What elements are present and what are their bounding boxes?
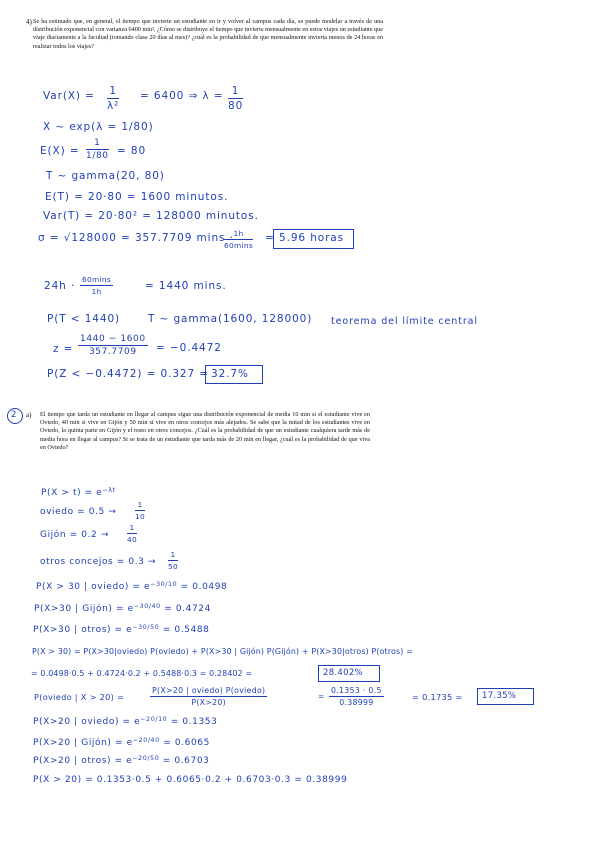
expectation-denominator: 1/80 [86, 151, 109, 161]
hours-conv-numerator: 60mins [82, 275, 111, 284]
bayes-value-numerator: 0.1353 · 0.5 [331, 686, 382, 695]
p30-gijon-rhs: = 0.4724 [160, 604, 211, 614]
p20-gijon-rhs: = 0.6065 [159, 738, 210, 748]
p20-otros-lhs: P(X>20 | otros) = e [33, 756, 133, 766]
p20-oviedo-lhs: P(X>20 | oviedo) = e [33, 717, 141, 727]
z-fraction [78, 334, 148, 357]
z-lhs: z = [53, 343, 74, 355]
sigma-result: 5.96 horas [279, 232, 345, 244]
gijon-numerator: 1 [127, 523, 137, 534]
problem-2-part: a) [26, 411, 32, 419]
lambda-fraction [228, 85, 243, 112]
p20-otros [33, 756, 209, 766]
oviedo-fraction [135, 500, 145, 521]
sigma-conversion-fraction [224, 229, 253, 250]
central-limit-note: teorema del límite central [331, 316, 478, 327]
bayes-lhs: P(oviedo | X > 20) = [34, 692, 125, 702]
expectation-fraction [86, 138, 109, 161]
lambda-numerator: 1 [228, 85, 243, 99]
survival-formula [41, 488, 116, 498]
p30-otros-lhs: P(X>30 | otros) = e [33, 625, 133, 635]
z-denominator: 357.7709 [88, 347, 137, 357]
p30-gijon-exponent: −30/40 [133, 602, 161, 610]
hours-conversion-fraction [80, 275, 113, 296]
distribution-t: T ~ gamma(20, 80) [46, 170, 165, 182]
p30-otros-rhs: = 0.5488 [159, 625, 210, 635]
survival-exponent: −λt [102, 486, 116, 494]
p20-oviedo [33, 717, 217, 727]
sigma-conv-numerator: 1h [224, 229, 253, 240]
hours-line: 24h · [44, 280, 76, 292]
gijon-rate: Gijón = 0.2 → [40, 530, 109, 540]
p30-otros-exponent: −30/50 [132, 623, 160, 631]
oviedo-numerator: 1 [135, 500, 145, 511]
sigma-conv-denominator: 60mins [224, 241, 253, 250]
z-numerator: 1440 − 1600 [80, 334, 146, 344]
p30-gijon [34, 604, 211, 614]
sigma-line: σ = √128000 = 357.7709 mins · [38, 232, 234, 244]
bayes-rhs: = 0.1735 = [412, 692, 463, 702]
p30-oviedo-exponent: −30/10 [150, 580, 178, 588]
sigma-equals: = [265, 232, 275, 244]
probability-t: P(T < 1440) [47, 313, 121, 325]
otros-denominator: 50 [168, 562, 179, 571]
otros-rate: otros concejos = 0.3 → [40, 557, 157, 567]
survival-lhs: P(X > t) = e [41, 488, 103, 498]
expectation-rhs: = 80 [117, 145, 147, 157]
p20-otros-rhs: = 0.6703 [159, 756, 210, 766]
bayes-denominator: P(X>20) [191, 698, 227, 707]
p30-oviedo [36, 582, 227, 592]
gijon-denominator: 40 [127, 535, 138, 544]
problem-4-number: 4) [26, 18, 32, 26]
p20-gijon-lhs: P(X>20 | Gijón) = e [33, 738, 133, 748]
variance-denominator: λ² [107, 100, 120, 112]
bayes-result: 17.35% [482, 691, 517, 701]
probability-result: 32.7% [211, 368, 249, 380]
problem-2-statement: El tiempo que tarda un estudiante en llegar al campus sigue una distribución exponencial de media 10 min si el estudiante vive en Oviedo, 40 min si vive en Gijón y 50 min si vive en otros concejos más alejados. Se sabe que la mitad de los estudiantes vive en Oviedo, la quinta parte en Gijón y el resto en otros concejos. ¿Cuál es la probabilidad de que un estudiante cualquiera tarde más de media hora en llegar al campus? Si se trata de un estudiante que tarda más de 20 min en llegar, ¿cuál es la probabilidad de que viva en Oviedo? [40, 411, 370, 451]
expectation-t: E(T) = 20·80 = 1600 minutos. [45, 191, 229, 203]
expectation-numerator: 1 [86, 138, 109, 150]
hours-result: = 1440 mins. [145, 280, 227, 292]
problem-4-statement: Se ha estimado que, en general, el tiempo que invierte un estudiante en ir y volver al campus cada día, se puede modelar a través de una distribución exponencial con varianza 6400 min². ¿Cómo se distribuye el tiempo que invierte mensualmente en estos viajes un estudiante que viaje diariamente a la facultad (tomando clase 20 días al mes)? ¿cuál es la probabilidad de que mensualmente invierta menos de 24 horas en realizar todos los viajes? [33, 18, 383, 50]
otros-numerator: 1 [168, 550, 178, 561]
bayes-value-denominator: 0.38999 [339, 698, 374, 707]
oviedo-denominator: 10 [135, 512, 146, 521]
bayes-fraction [150, 686, 267, 707]
total-probability-calc: = 0.0498·0.5 + 0.4724·0.2 + 0.5488·0.3 = 0.28402 = [31, 669, 253, 678]
variance-middle: = 6400 ⇒ λ = [140, 90, 224, 102]
p30-oviedo-rhs: = 0.0498 [177, 582, 228, 592]
variance-numerator: 1 [107, 85, 119, 99]
total-probability-line: P(X > 30) = P(X>30|oviedo) P(oviedo) + P(X>30 | Gijón) P(Gijón) + P(X>30|otros) P(otros) = [32, 647, 413, 656]
hours-conv-denominator: 1h [91, 287, 102, 296]
bayes-numerator: P(X>20 | oviedo) P(oviedo) [152, 686, 266, 695]
problem-2-number: 2 [11, 410, 17, 420]
bayes-value-fraction [329, 686, 384, 707]
p20-gijon-exponent: −20/40 [132, 736, 160, 744]
p30-oviedo-lhs: P(X > 30 | oviedo) = e [36, 582, 151, 592]
distribution-x: X ~ exp(λ = 1/80) [43, 121, 154, 133]
gijon-fraction [127, 523, 137, 544]
variance-lhs: Var(X) = [43, 90, 95, 102]
p20-total: P(X > 20) = 0.1353·0.5 + 0.6065·0.2 + 0.6703·0.3 = 0.38999 [33, 775, 348, 785]
otros-fraction [168, 550, 178, 571]
p20-oviedo-rhs: = 0.1353 [167, 717, 218, 727]
p20-otros-exponent: −20/50 [132, 754, 160, 762]
expectation-lhs: E(X) = [40, 145, 80, 157]
p20-oviedo-exponent: −20/10 [140, 715, 168, 723]
distribution-t-normal: T ~ gamma(1600, 128000) [148, 313, 313, 325]
oviedo-rate: oviedo = 0.5 → [40, 507, 117, 517]
lambda-denominator: 80 [228, 100, 244, 112]
p30-gijon-lhs: P(X>30 | Gijón) = e [34, 604, 134, 614]
z-rhs: = −0.4472 [156, 342, 222, 354]
p30-otros [33, 625, 209, 635]
variance-fraction [107, 85, 119, 112]
bayes-equals: = [318, 692, 325, 701]
p20-gijon [33, 738, 210, 748]
total-result: 28.402% [323, 668, 363, 678]
probability-z: P(Z < −0.4472) = 0.327 = [47, 368, 209, 380]
variance-t: Var(T) = 20·80² = 128000 minutos. [43, 210, 259, 222]
